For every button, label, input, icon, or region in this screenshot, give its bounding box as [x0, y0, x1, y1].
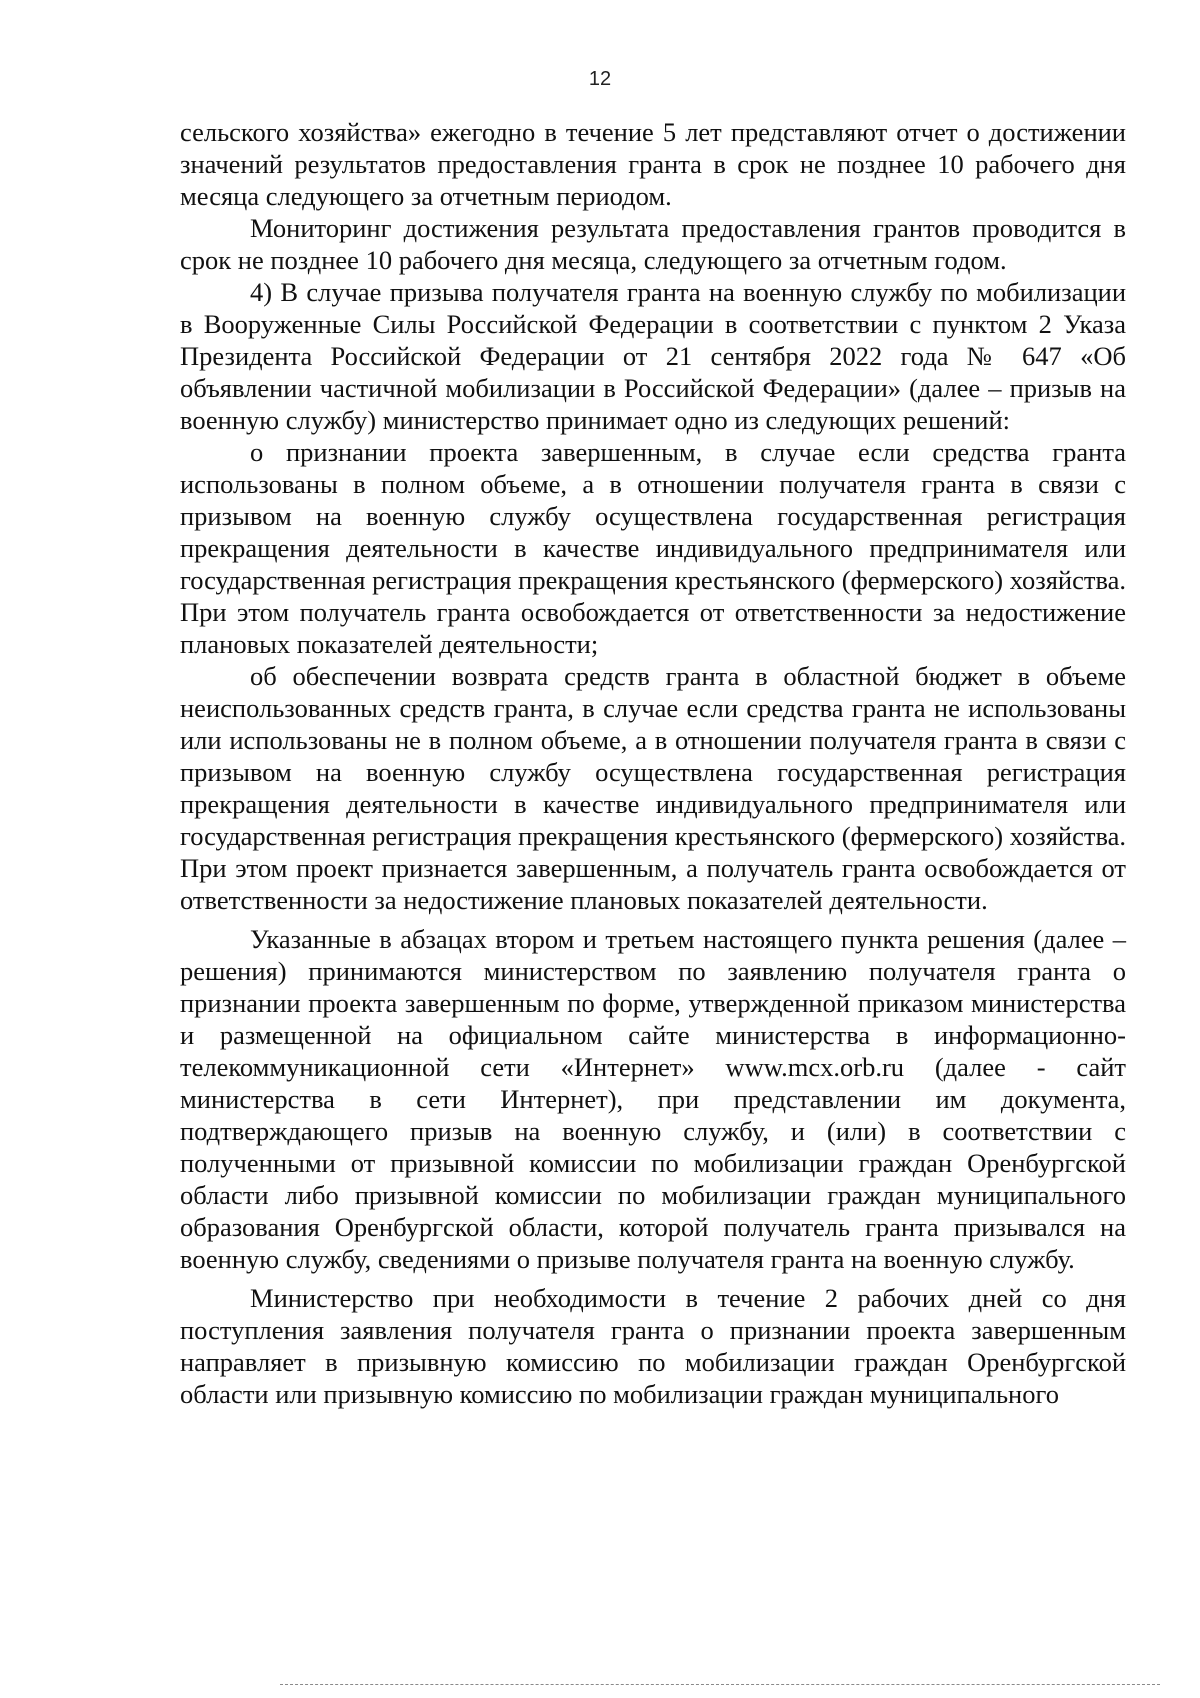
page-number: 12	[588, 68, 612, 90]
scan-edge-line	[280, 1684, 1160, 1685]
paragraph-decision-refund: об обеспечении возврата средств гранта в областной бюджет в объеме неиспользованных средств гранта, в случае если средства гранта не использованы или использованы не в полном объеме, а в отношении получателя гранта в связи с призывом на военную службу осуществлена государственная регистрация прекращения деятельности в качестве индивидуального предпринимателя или государственная регистрация прекращения крестьянского (фермерского) хозяйства. При этом проект признается завершенным, а получатель гранта освобождается от ответственности за недостижение плановых показателей деятельности.	[180, 661, 1126, 915]
paragraph-decisions-procedure: Указанные в абзацах втором и третьем настоящего пункта решения (далее – решения) принимаются министерством по заявлению получателя гранта о признании проекта завершенным по форме, утвержденной приказом министерства и размещенной на официальном сайте министерства в информационно-телекоммуникационной сети «Интернет» www.mcx.orb.ru (далее - сайт министерства в сети Интернет), при представлении им документа, подтверждающего призыв на военную службу, и (или) в соответствии с полученными от призывной комиссии по мобилизации граждан Оренбургской области либо призывной комиссии по мобилизации граждан муниципального образования Оренбургской области, которой получатель гранта призывался на военную службу, сведениями о призыве получателя гранта на военную службу.	[180, 924, 1126, 1274]
paragraph-monitoring: Мониторинг достижения результата предоставления грантов проводится в срок не позднее 10 рабочего дня месяца, следующего за отчетным годом.	[180, 213, 1126, 275]
paragraph-item-4: 4) В случае призыва получателя гранта на военную службу по мобилизации в Вооруженные Силы Российской Федерации в соответствии с пунктом 2 Указа Президента Российской Федерации от 21 сентября 2022 года № 647 «Об объявлении частичной мобилизации в Российской Федерации» (далее – призыв на военную службу) министерство принимает одно из следующих решений:	[180, 277, 1126, 435]
paragraph-decision-completed: о признании проекта завершенным, в случае если средства гранта использованы в полном объеме, а в отношении получателя гранта в связи с призывом на военную службу осуществлена государственная регистрация прекращения деятельности в качестве индивидуального предпринимателя или государственная регистрация прекращения крестьянского (фермерского) хозяйства. При этом получатель гранта освобождается от ответственности за недостижение плановых показателей деятельности;	[180, 437, 1126, 659]
paragraph-ministry-request: Министерство при необходимости в течение 2 рабочих дней со дня поступления заявления получателя гранта о признании проекта завершенным направляет в призывную комиссию по мобилизации граждан Оренбургской области или призывную комиссию по мобилизации граждан муниципального	[180, 1283, 1126, 1409]
paragraph-continuation: сельского хозяйства» ежегодно в течение 5 лет представляют отчет о достижении значений результатов предоставления гранта в срок не позднее 10 рабочего дня месяца следующего за отчетным периодом.	[180, 117, 1126, 211]
document-body	[180, 116, 1126, 1410]
